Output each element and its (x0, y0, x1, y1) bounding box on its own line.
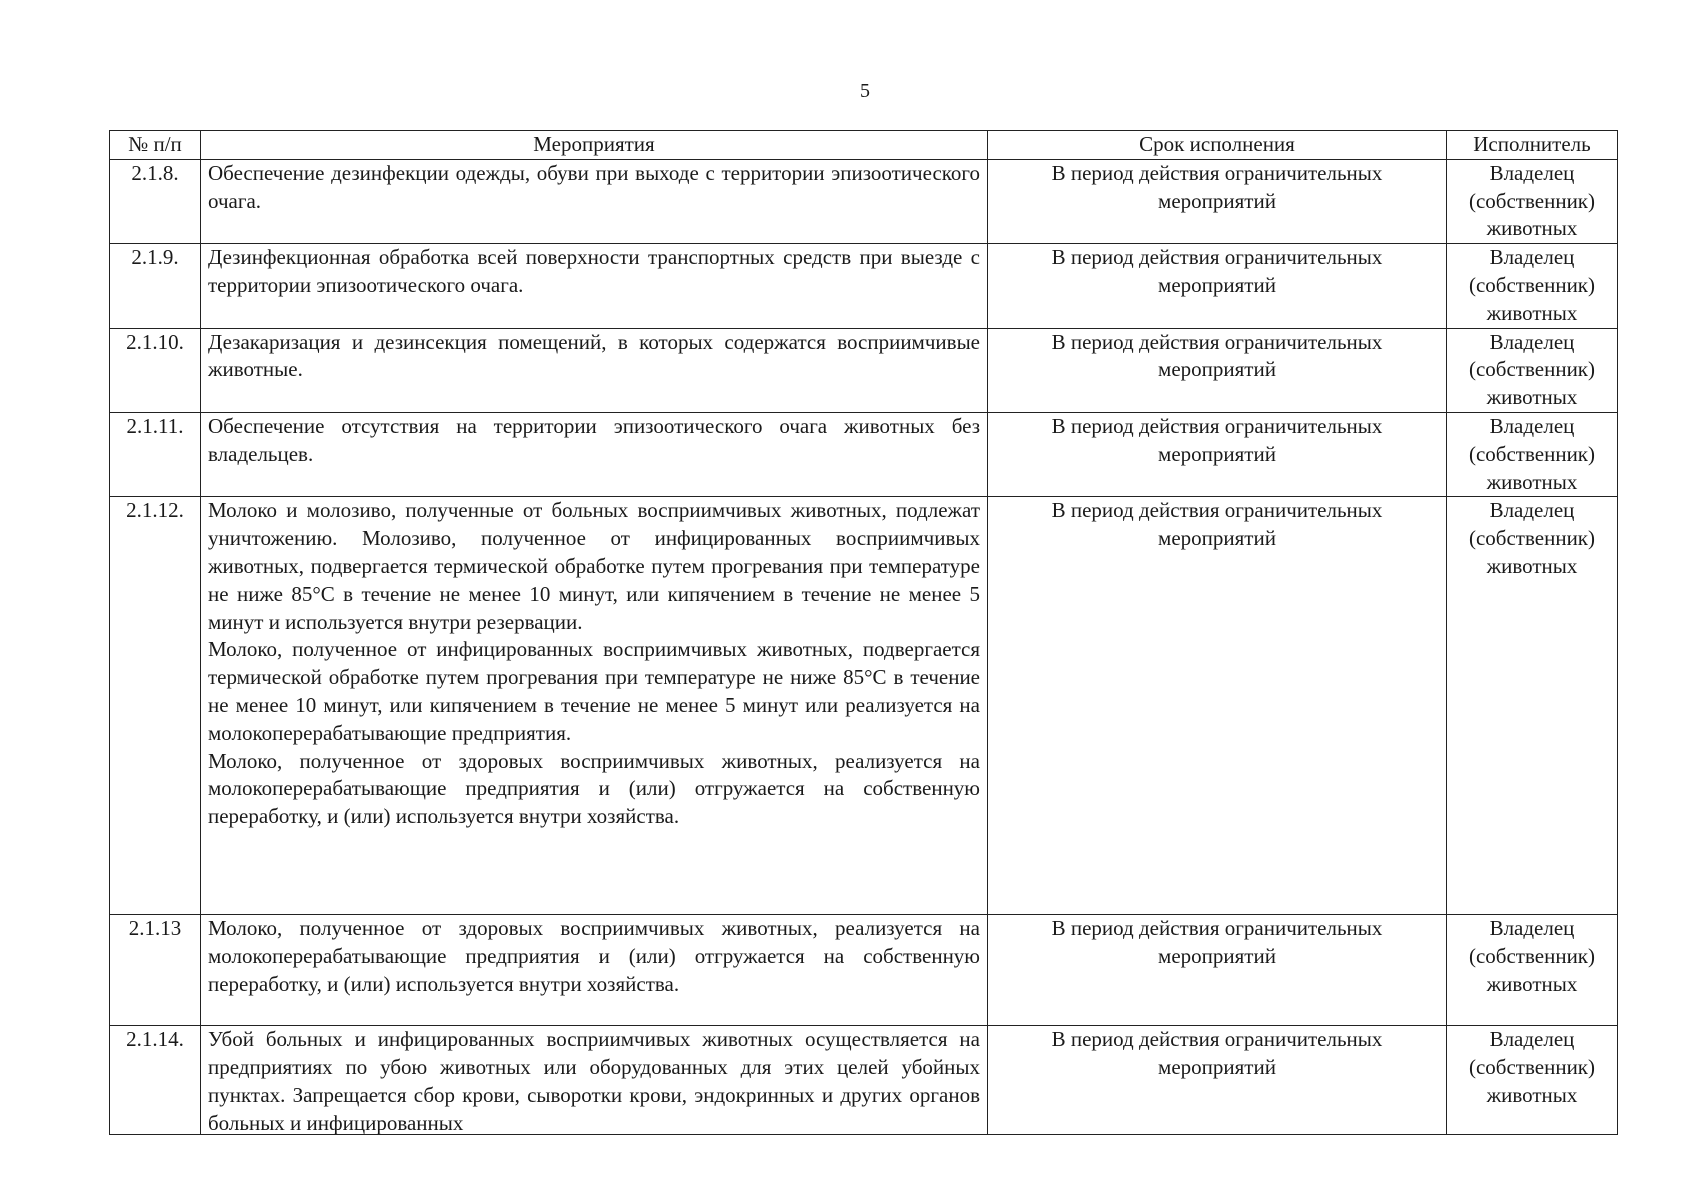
header-executor: Исполнитель (1447, 131, 1618, 160)
row-executor: Владелец (собственник) животных (1447, 328, 1618, 412)
measure-paragraph: Дезинфекционная обработка всей поверхности транспортных средств при выезде с территории эпизоотического очага. (208, 245, 980, 297)
table-row (110, 244, 1618, 328)
row-number: 2.1.13 (110, 915, 201, 1026)
row-measure (201, 412, 988, 496)
table-row (110, 412, 1618, 496)
row-term: В период действия ограничительных мероприятий (988, 328, 1447, 412)
header-term: Срок исполнения (988, 131, 1447, 160)
row-term: В период действия ограничительных мероприятий (988, 497, 1447, 915)
measure-paragraph: Молоко, полученное от здоровых восприимчивых животных, реализуется на молокоперерабатывающие предприятия и (или) отгружается на собственную переработку, и (или) используется внутри хозяйства. (208, 748, 980, 829)
row-measure (201, 159, 988, 243)
row-number: 2.1.12. (110, 497, 201, 915)
row-term: В период действия ограничительных мероприятий (988, 1026, 1447, 1135)
table-row (110, 915, 1618, 1026)
table-row (110, 1026, 1618, 1135)
table-row (110, 497, 1618, 915)
table-row (110, 328, 1618, 412)
measure-paragraph: Обеспечение дезинфекции одежды, обуви при выходе с территории эпизоотического очага. (208, 160, 980, 213)
row-term: В период действия ограничительных мероприятий (988, 915, 1447, 1026)
row-executor: Владелец (собственник) животных (1447, 159, 1618, 243)
measures-table (109, 130, 1618, 1135)
row-measure (201, 244, 988, 328)
row-measure (201, 497, 988, 915)
measure-paragraph: Молоко, полученное от здоровых восприимчивых животных, реализуется на молокоперерабатывающие предприятия и (или) отгружается на собственную переработку, и (или) используется внутри хозяйства. (208, 916, 980, 996)
row-executor: Владелец (собственник) животных (1447, 412, 1618, 496)
row-executor: Владелец (собственник) животных (1447, 244, 1618, 328)
row-measure (201, 1026, 988, 1135)
row-executor: Владелец (собственник) животных (1447, 915, 1618, 1026)
row-measure (201, 915, 988, 1026)
measure-paragraph: Дезакаризация и дезинсекция помещений, в которых содержатся восприимчивые животные. (208, 329, 980, 382)
header-number: № п/п (110, 131, 201, 160)
row-executor: Владелец (собственник) животных (1447, 1026, 1618, 1135)
row-executor: Владелец (собственник) животных (1447, 497, 1618, 915)
table-header-row (110, 131, 1618, 160)
row-term: В период действия ограничительных мероприятий (988, 159, 1447, 243)
row-number: 2.1.11. (110, 412, 201, 496)
row-measure (201, 328, 988, 412)
header-measures: Мероприятия (201, 131, 988, 160)
measure-paragraph: Обеспечение отсутствия на территории эпизоотического очага животных без владельцев. (208, 413, 980, 466)
row-number: 2.1.9. (110, 244, 201, 328)
row-term: В период действия ограничительных мероприятий (988, 244, 1447, 328)
row-number: 2.1.8. (110, 159, 201, 243)
page-number: 5 (860, 80, 870, 102)
measure-paragraph: Молоко, полученное от инфицированных восприимчивых животных, подвергается термической обработке путем прогревания при температуре не ниже 85°С в течение не менее 10 минут, или кипячением в течение не менее 5 минут или реализуется на молокоперерабатывающие предприятия. (208, 637, 980, 745)
row-term: В период действия ограничительных мероприятий (988, 412, 1447, 496)
measure-paragraph: Молоко и молозиво, полученные от больных восприимчивых животных, подлежат уничтожению. Молозиво, полученное от инфицированных восприимчивых животных, подвергается термической обработке путем прогревания при температуре не ниже 85°С в течение не менее 10 минут, или кипячением в течение не менее 5 минут и используется внутри резервации. (208, 498, 980, 634)
row-number: 2.1.10. (110, 328, 201, 412)
row-number: 2.1.14. (110, 1026, 201, 1135)
measure-paragraph: Убой больных и инфицированных восприимчивых животных осуществляется на предприятиях по убою животных или оборудованных для этих целей убойных пунктах. Запрещается сбор крови, сыворотки крови, эндокринных и других органов больных и инфицированных (208, 1027, 980, 1135)
table-row (110, 159, 1618, 243)
